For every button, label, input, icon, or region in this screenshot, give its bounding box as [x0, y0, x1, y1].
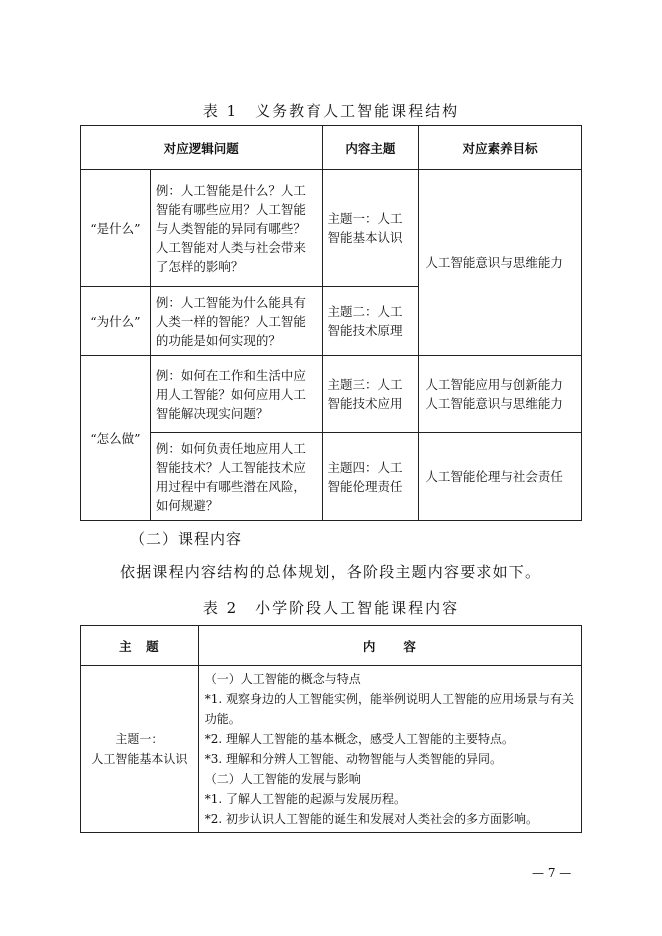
example-cell: 例：人工智能为什么能具有人类一样的智能？人工智能的功能是如何实现的？ [150, 287, 322, 356]
question-what: “是什么” [81, 170, 151, 287]
course-structure-table [80, 125, 582, 521]
header-logic: 对应逻辑问题 [81, 126, 323, 170]
goal-cell: 人工智能意识与思维能力 [419, 170, 582, 356]
goal-line: 人工智能意识与思维能力 [425, 396, 563, 411]
topic-line: 人工智能基本认识 [91, 752, 188, 766]
topic-cell: 主题一：人工智能基本认识 [322, 170, 419, 287]
question-why: “为什么” [81, 287, 151, 356]
header-goal: 对应素养目标 [419, 126, 582, 170]
section-heading: （二）课程内容 [130, 530, 243, 548]
example-cell: 例：如何在工作和生活中应用人工智能？如何应用人工智能解决现实问题？ [150, 356, 322, 433]
table1-caption: 表 1 义务教育人工智能课程结构 [202, 102, 460, 120]
goal-line: 人工智能应用与创新能力 [425, 377, 563, 392]
primary-content-table [80, 625, 582, 833]
topic-cell: 主题三：人工智能技术应用 [322, 356, 419, 433]
content-line: *1. 了解人工智能的起源与发展历程。 [204, 792, 407, 806]
content-line: *2. 初步认识人工智能的诞生和发展对人类社会的多方面影响。 [204, 812, 539, 826]
page-number: — 7 — [532, 866, 572, 880]
example-cell: 例：人工智能是什么？人工智能有哪些应用？人工智能与人类智能的异同有哪些？人工智能对人类与社会带来了怎样的影响？ [150, 170, 322, 287]
content-cell [198, 666, 581, 833]
topic-cell [81, 666, 199, 833]
goal-cell [419, 356, 582, 433]
header-content: 内 容 [198, 626, 581, 666]
intro-paragraph: 依据课程内容结构的总体规划，各阶段主题内容要求如下。 [120, 563, 542, 581]
content-line: *1. 观察身边的人工智能实例，能举例说明人工智能的应用场景与有关功能。 [204, 692, 575, 726]
content-line: *2. 理解人工智能的基本概念，感受人工智能的主要特点。 [204, 732, 515, 746]
table-row [81, 170, 582, 287]
header-topic: 内容主题 [322, 126, 419, 170]
topic-cell: 主题四：人工智能伦理责任 [322, 433, 419, 521]
table-row [81, 433, 582, 521]
table2-caption: 表 2 小学阶段人工智能课程内容 [202, 599, 460, 617]
table-row [81, 356, 582, 433]
question-how: “怎么做” [81, 356, 151, 521]
topic-cell: 主题二：人工智能技术原理 [322, 287, 419, 356]
topic-line: 主题一： [115, 732, 164, 746]
content-line: （一）人工智能的概念与特点 [204, 672, 361, 686]
goal-cell: 人工智能伦理与社会责任 [419, 433, 582, 521]
example-cell: 例：如何负责任地应用人工智能技术？人工智能技术应用过程中有哪些潜在风险，如何规避？ [150, 433, 322, 521]
table-row [81, 666, 582, 833]
content-line: *3. 理解和分辨人工智能、动物智能与人类智能的异同。 [204, 752, 503, 766]
content-line: （二）人工智能的发展与影响 [204, 772, 361, 786]
header-topic: 主 题 [81, 626, 199, 666]
table1-header-row [81, 126, 582, 170]
table2-header-row [81, 626, 582, 666]
